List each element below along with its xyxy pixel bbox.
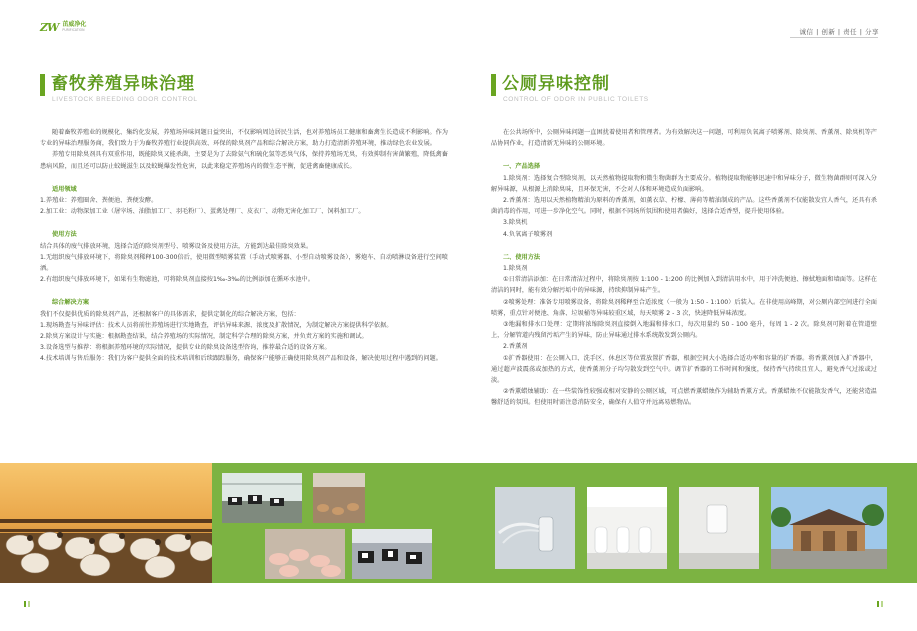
right-body: [491, 127, 877, 409]
title-bar: [40, 74, 45, 96]
logo-cn: 茁威净化: [62, 21, 87, 29]
left-s3-l1: 1.现场勘查与异味评估：技术人员将前往养殖场进行实地勘查，评估异味来源、浓度及扩散情况，为制定解决方案提供科学依据。: [40, 321, 393, 329]
left-body: [40, 127, 448, 365]
pigs-photo: [265, 529, 345, 579]
livestock-photo-strip: [0, 463, 459, 583]
left-title-en: LIVESTOCK BREEDING ODOR CONTROL: [52, 96, 198, 103]
page-marker-right: [877, 601, 883, 607]
left-s3-l0: 我们不仅提供优质的除臭剂产品，还根据客户的具体需求，提供定制化的综合解决方案，包括：: [40, 310, 300, 318]
cows-photo: [222, 473, 302, 523]
toilet-photo-strip: [459, 463, 917, 583]
toilet-interior-photo: [587, 487, 667, 569]
right-title-en: CONTROL OF ODOR IN PUBLIC TOILETS: [503, 96, 649, 103]
right-s1-l2: 2.香薰剂：选用以天然植物精油为原料的香薰剂，如薰衣草、柠檬、薄荷等精油制成的产品。这些香薰剂不仅能散发宜人香气，还具有杀菌消毒的作用，可进一步净化空气。同时，根据不同场所氛围和使用者偏好，选择合适香型，提升使用体验。: [491, 197, 877, 216]
dairy-cows-photo: [352, 529, 432, 579]
right-s2-l4: ③地漏和排水口处理：定期将浓缩除臭剂直接倒入地漏和排水口，每次用量约 50 - 100 毫升，每周 1 - 2 次。除臭剂可附着在管道壁上，分解管道内残留污垢产生的异味，防止异味通过排水系统散发到公厕内。: [491, 321, 877, 340]
header-divider: [790, 37, 878, 38]
right-s2-l3: ②喷雾处理：准备专用喷雾设备，将除臭剂稀释至合适浓度（一般为 1:50 - 1:100）后装入。在非使用高峰期，对公厕内部空间进行全面喷雾，重点针对便池、角落、垃圾桶等异味较重区域，每天喷雾 2 - 3 次，快速降低异味浓度。: [491, 298, 877, 317]
right-s2-l6: ①扩香器使用：在公厕入口、洗手区、休息区等位置放置扩香器，根据空间大小选择合适功率和容量的扩香器。将香薰剂加入扩香器中，通过超声波震荡或加热的方式，使香薰剂分子均匀散发到空气中。调节扩香器的工作时间和强度，保持香气持续且宜人，避免香气过浓或过淡。: [491, 354, 877, 385]
left-s3-title: 综合解决方案: [52, 299, 90, 307]
right-s2-l5: 2.香薰剂: [503, 343, 528, 351]
left-s2-l1: 1.无组织废气排放环境下，将除臭剂稀释100-300倍后，使用微型喷雾装置（手动式喷雾器、小型自动喷雾设备），雾炮车、自动喷淋设备进行空间喷洒。: [40, 253, 448, 273]
right-section-title: [491, 72, 610, 96]
right-s1-title: 一、产品选择: [503, 163, 541, 171]
left-s3-l3: 3.设备选型与推荐：将根据养殖环境的实际情况，提供专业的除臭设备选型咨询，推荐最合适的设备方案。: [40, 344, 331, 352]
left-s1-l2: 2.加工业：动物深加工业（屠宰场、油脂加工厂、羽毛粉厂）、蛋禽处理厂、皮衣厂、动物无害化加工厂、饲料加工厂。: [40, 208, 365, 216]
slogan: 诚信 | 创新 | 责任 | 分享: [799, 28, 879, 36]
right-intro: 在公共场所中，公厕异味问题一直困扰着使用者和管理者。为有效解决这一问题，可利用负氧离子喷雾剂、除臭剂、香薰剂、除臭机等产品协同作业，打造清新无异味的公厕环境。: [491, 129, 877, 148]
spray-dispenser-photo: [495, 487, 575, 569]
left-s3-l4: 4.技术培训与售后服务：我们为客户提供全面的技术培训和后续跟踪服务，确保客户能够正确使用除臭剂产品和设备，解决使用过程中遇到的问题。: [40, 355, 442, 363]
left-intro-2: 养殖专用除臭剂具有双重作用，既能除臭又能杀菌，主要是为了去除氨气和硫化氢等恶臭气体，保持养殖场无臭，有效抑制有害菌繁殖，降低禽畜患病风险，而且还可以防止蚊蝇滋生以及蚊蝇爆发性危害，以此来稳定养殖场内的微生态平衡，促进禽畜健康成长。: [40, 151, 448, 170]
left-s2-l0: 结合具体的废气排放环境，选择合适的除臭剂型号、喷雾设备及使用方法，方能到达最佳除臭效果。: [40, 242, 313, 250]
left-s2-l2: 2.有组织废气排放环境下，如果有生物滤池，可将除臭剂直接按1‰-3‰的比例添加在循环水池中。: [40, 276, 314, 284]
left-s2-title: 使用方法: [52, 231, 77, 239]
left-section-title: [40, 72, 195, 96]
left-intro-1: 随着畜牧养殖业的规模化、集约化发展，养殖场异味问题日益突出，不仅影响周边居民生活，也对养殖场员工健康和畜禽生长造成不利影响。作为专业的异味治理服务商，我们致力于为畜牧养殖行业提供高效、环保的除臭剂产品和综合解决方案，助力打造清新养殖环境，推动绿色农业发展。: [40, 129, 448, 148]
right-s2-title: 二、使用方法: [503, 253, 541, 261]
logo-en: PURIFICATION: [62, 28, 85, 33]
brand-logo: [40, 21, 86, 34]
title-bar: [491, 74, 496, 96]
left-title: 畜牧养殖异味治理: [51, 74, 195, 94]
logo-mark: ZW: [40, 21, 59, 34]
right-s2-l7: ②香薰蜡烛辅助：在一些装饰性较强或相对安静的公厕区域，可点燃香薰蜡烛作为辅助香薰方式。香薰蜡烛不仅能散发香气，还能营造温馨舒适的氛围。但使用时需注意消防安全，确保有人值守并远离易燃物品。: [491, 388, 877, 407]
right-s2-l2: ①日常清洁添加：在日常清洁过程中，将除臭剂按 1:100 - 1:200 的比例加入到清洁用水中，用于冲洗便池、擦拭地面和墙面等。这样在清洁的同时，能有效分解污垢中的异味源，持续抑制异味产生。: [491, 276, 877, 295]
hen-farm-photo: [313, 473, 365, 523]
sheep-photo: [0, 463, 212, 583]
right-s1-l4: 4.负氧离子喷雾剂: [503, 230, 553, 238]
right-title: 公厕异味控制: [502, 74, 610, 94]
public-toilet-building-photo: [771, 487, 887, 569]
page-marker-left: [24, 601, 30, 607]
left-s1-l1: 1.养殖业：养殖圈舍、粪便池、粪便发酵。: [40, 197, 158, 205]
left-s3-l2: 2.除臭方案设计与实施：根据勘查结果，结合养殖场的实际情况，制定科学合理的除臭方案，并负责方案的实施和调试。: [40, 333, 368, 341]
right-s1-l3: 3.除臭机: [503, 219, 528, 227]
right-s2-l1: 1.除臭剂: [503, 265, 528, 273]
right-s1-l1: 1.除臭剂：选择复合型除臭剂，以天然植物提取物和微生物菌群为主要成分。植物提取物能够迅速中和异味分子，微生物菌群则可深入分解异味源，从根源上消除臭味，且环保无害，不会对人体和环境造成负面影响。: [491, 174, 877, 193]
wall-dispenser-photo: [679, 487, 759, 569]
left-s1-title: 适用领域: [52, 185, 77, 193]
logo-text: [62, 22, 86, 32]
